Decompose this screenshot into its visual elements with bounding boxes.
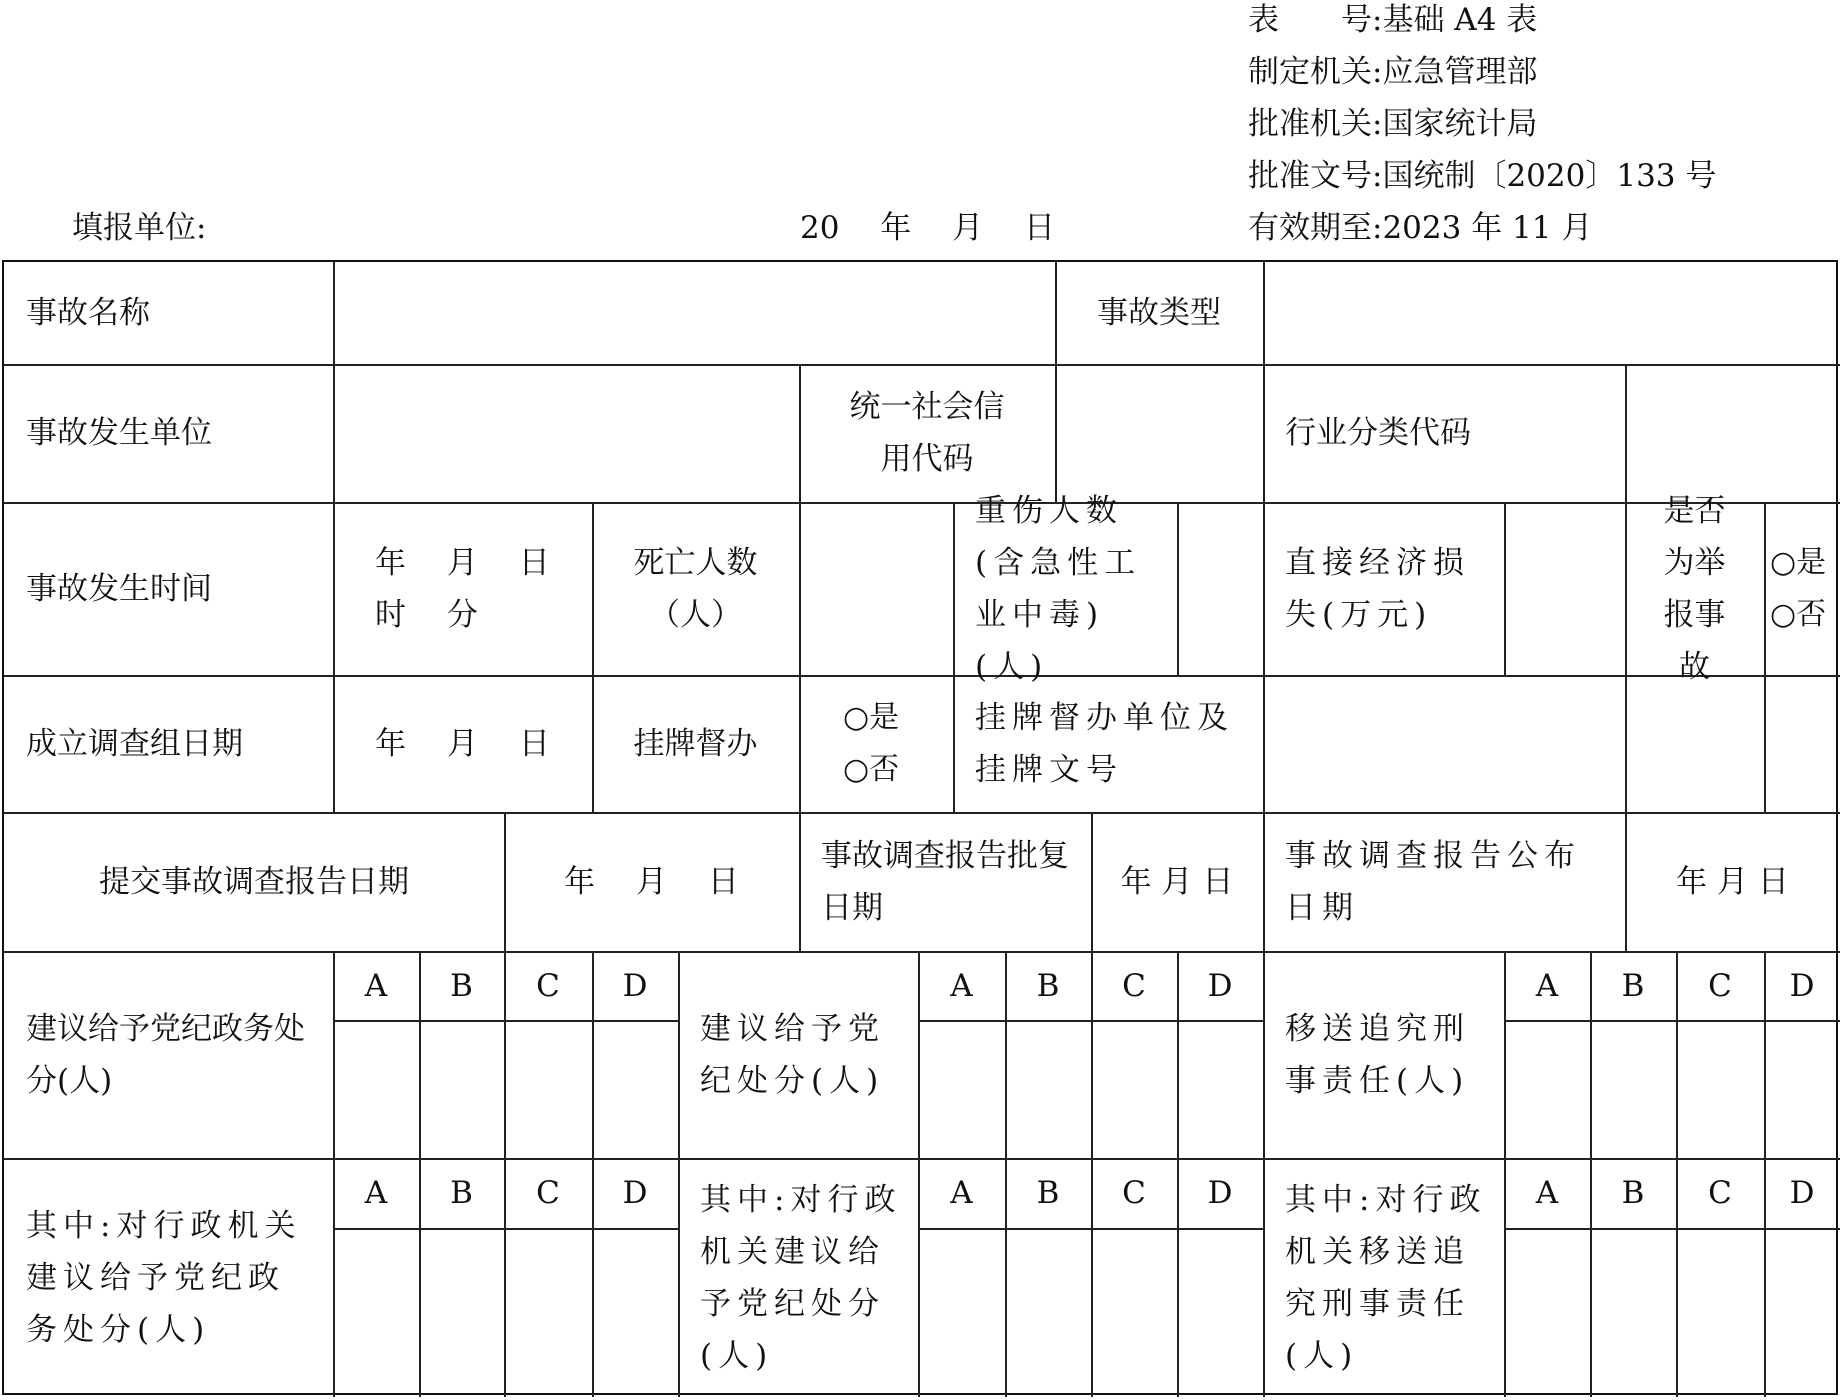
field-accident-type[interactable] xyxy=(1263,262,1840,364)
grade-d-header: D xyxy=(622,1175,648,1211)
grade-d-header: D xyxy=(622,967,648,1004)
grade-b-header: B xyxy=(450,967,473,1004)
label-submit-date: 提交事故调查报告日期 xyxy=(99,863,409,900)
radio-no[interactable]: ○否 xyxy=(843,751,900,787)
accident-statistics-form xyxy=(2,260,1838,1395)
grade-a-header: A xyxy=(364,1175,388,1211)
label-industry-code: 行业分类代码 xyxy=(1285,415,1471,451)
report-date: 20 年 月 日 xyxy=(800,210,1056,246)
label-of-which-criminal: 其中:对行政机关移送追究刑事责任(人) xyxy=(1285,1181,1487,1374)
label-party-gov: 建议给予党纪政务处分(人) xyxy=(26,1010,305,1099)
field-accident-time[interactable]: 年 月 日 时 分 xyxy=(375,544,581,633)
meta-table-no: 表 号:基础 A4 表 xyxy=(1248,2,1538,38)
grade-line xyxy=(1504,1228,1840,1230)
grade-d-header: D xyxy=(1789,967,1815,1004)
label-party: 建议给予党纪处分(人) xyxy=(700,1010,885,1099)
grade-c-header: C xyxy=(1122,1175,1146,1211)
label-accident-unit: 事故发生单位 xyxy=(26,415,212,451)
field-accident-name[interactable] xyxy=(333,262,1055,364)
grade-line xyxy=(333,1020,678,1022)
label-injured: 重伤人数(含急性工业中毒)(人) xyxy=(975,492,1142,685)
radio-is-reported[interactable] xyxy=(1764,502,1840,675)
field-credit-code[interactable] xyxy=(1055,364,1263,502)
grade-a-header: A xyxy=(1535,967,1559,1004)
field-accident-unit[interactable] xyxy=(333,364,799,502)
meta-valid: 有效期至:2023 年 11 月 xyxy=(1248,210,1593,246)
grade-c-header: C xyxy=(1122,967,1146,1004)
radio-supervise[interactable] xyxy=(799,675,953,812)
grade-c-header: C xyxy=(1708,967,1732,1004)
radio-yes[interactable]: ○是 xyxy=(1770,544,1827,580)
label-supervise: 挂牌督办 xyxy=(633,725,758,762)
label-team-date: 成立调查组日期 xyxy=(26,725,243,762)
grade-a-header: A xyxy=(950,967,973,1004)
label-of-which-party: 其中:对行政机关建议给予党纪处分(人) xyxy=(700,1181,902,1374)
filler-unit-label: 填报单位: xyxy=(72,210,207,246)
grade-a-header: A xyxy=(364,967,388,1004)
grade-line xyxy=(333,1228,678,1230)
grade-c-header: C xyxy=(536,967,560,1004)
field-deaths[interactable] xyxy=(799,502,953,675)
grade-line xyxy=(1504,1020,1840,1022)
label-credit-code: 统一社会信用代码 xyxy=(849,389,1005,477)
grade-d-header: D xyxy=(1207,967,1233,1004)
label-publish-date: 事故调查报告公布日期 xyxy=(1285,837,1581,926)
grade-b-header: B xyxy=(1036,1175,1060,1211)
label-deaths: 死亡人数（人） xyxy=(633,544,758,633)
radio-no[interactable]: ○否 xyxy=(1770,596,1827,632)
meta-approval-no: 批准文号:国统制〔2020〕133 号 xyxy=(1248,158,1717,194)
grade-b-header: B xyxy=(1621,967,1645,1004)
meta-approver: 批准机关:国家统计局 xyxy=(1248,106,1538,142)
field-supervise-unit[interactable] xyxy=(1263,675,1840,812)
grade-a-header: A xyxy=(1535,1175,1559,1211)
grade-b-header: B xyxy=(450,1175,473,1211)
label-accident-time: 事故发生时间 xyxy=(26,570,212,607)
field-industry-code[interactable] xyxy=(1625,364,1840,502)
field-submit-date[interactable]: 年 月 日 xyxy=(564,863,739,900)
label-criminal: 移送追究刑事责任(人) xyxy=(1285,1010,1470,1099)
label-direct-loss: 直接经济损失(万元) xyxy=(1285,544,1470,633)
field-publish-date[interactable]: 年 月 日 xyxy=(1676,863,1789,900)
meta-maker: 制定机关:应急管理部 xyxy=(1248,54,1538,90)
grade-b-header: B xyxy=(1036,967,1060,1004)
grade-d-header: D xyxy=(1789,1175,1815,1211)
label-approve-date: 事故调查报告批复日期 xyxy=(821,837,1069,926)
grade-c-header: C xyxy=(1708,1175,1732,1211)
label-accident-type: 事故类型 xyxy=(1097,295,1221,331)
field-team-date[interactable]: 年 月 日 xyxy=(375,725,550,762)
field-injured[interactable] xyxy=(1177,502,1263,675)
grade-b-header: B xyxy=(1621,1175,1645,1211)
grade-d-header: D xyxy=(1207,1175,1233,1211)
label-supervise-unit: 挂牌督办单位及挂牌文号 xyxy=(975,699,1234,788)
label-is-reported: 是否为举报事故 xyxy=(1663,492,1726,685)
grade-c-header: C xyxy=(536,1175,560,1211)
grade-a-header: A xyxy=(950,1175,973,1211)
radio-yes[interactable]: ○是 xyxy=(843,699,900,735)
label-accident-name: 事故名称 xyxy=(26,295,150,331)
field-approve-date[interactable]: 年 月 日 xyxy=(1120,863,1234,900)
label-of-which-party-gov: 其中:对行政机关建议给予党纪政务处分(人) xyxy=(26,1207,302,1348)
field-direct-loss[interactable] xyxy=(1504,502,1625,675)
